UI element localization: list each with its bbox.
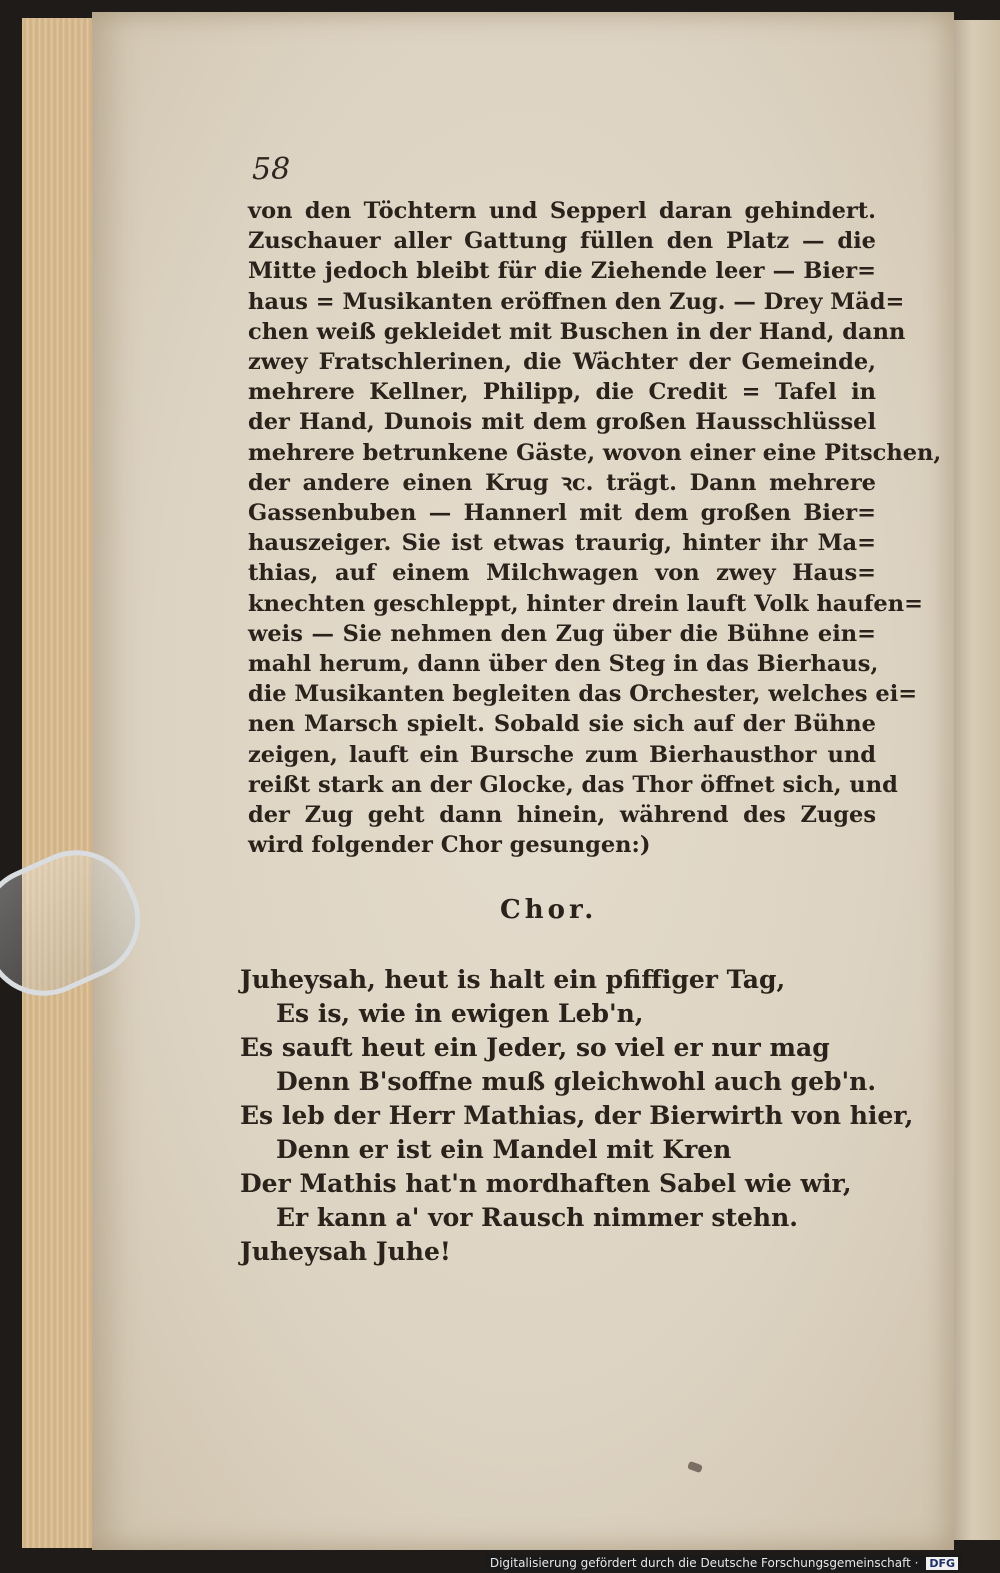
prose-line: der andere einen Krug ꝛc. trägt. Dann mehrere <box>248 469 876 496</box>
prose-line: der Zug geht dann hinein, während des Zuges <box>248 802 876 829</box>
verse-line: Juheysah, heut is halt ein pfiffiger Tag, <box>240 965 786 994</box>
prose-line: zwey Fratschlerinen, die Wächter der Gemeinde, <box>248 349 876 376</box>
chorus-verse <box>240 963 914 1269</box>
prose-line: reißt stark an der Glocke, das Thor öffnet sich, und <box>248 771 898 798</box>
prose-line: hauszeiger. Sie ist etwas traurig, hinter ihr Ma= <box>248 530 876 557</box>
prose-line: Gassenbuben — Hannerl mit dem großen Bier= <box>248 500 876 527</box>
book-page-edges <box>22 18 96 1548</box>
verse-line: Denn er ist ein Mandel mit Kren <box>276 1135 732 1164</box>
prose-line: wird folgender Chor gesungen:) <box>248 832 651 859</box>
prose-line: weis — Sie nehmen den Zug über die Bühne ein= <box>248 620 876 647</box>
prose-line: die Musikanten begleiten das Orchester, welches ei= <box>248 681 918 708</box>
prose-line: haus = Musikanten eröffnen den Zug. — Drey Mäd= <box>248 288 905 315</box>
verse-line: Es is, wie in ewigen Leb'n, <box>276 999 644 1028</box>
verse-line: Denn B'soffne muß gleichwohl auch geb'n. <box>276 1067 877 1096</box>
prose-line: mahl herum, dann über den Steg in das Bierhaus, <box>248 651 879 678</box>
verse-line: Es leb der Herr Mathias, der Bierwirth von hier, <box>240 1101 914 1130</box>
prose-line: mehrere Kellner, Philipp, die Credit = Tafel in <box>248 379 876 406</box>
prose-line: chen weiß gekleidet mit Buschen in der Hand, dann <box>248 318 906 345</box>
credit-text: Digitalisierung gefördert durch die Deutsche Forschungsgemeinschaft · <box>489 1556 919 1570</box>
facing-page-edge <box>954 20 1000 1540</box>
verse-line: Juheysah Juhe! <box>240 1237 451 1266</box>
prose-line: von den Töchtern und Sepperl daran gehindert. <box>248 198 876 224</box>
prose-line: mehrere betrunkene Gäste, wovon einer eine Pitschen, <box>248 439 942 466</box>
prose-line: thias, auf einem Milchwagen von zwey Haus= <box>248 560 876 587</box>
prose-line: Mitte jedoch bleibt für die Ziehende leer — Bier= <box>248 258 876 285</box>
chorus-heading: Chor. <box>500 895 598 925</box>
verse-line: Der Mathis hat'n mordhaften Sabel wie wir, <box>240 1169 852 1198</box>
digitization-credit <box>486 1555 962 1571</box>
prose-line: zeigen, lauft ein Bursche zum Bierhausthor und <box>248 741 876 768</box>
verse-line: Er kann a' vor Rausch nimmer stehn. <box>276 1203 798 1232</box>
prose-line: der Hand, Dunois mit dem großen Hausschlüssel <box>248 409 876 436</box>
verse-line: Es sauft heut ein Jeder, so viel er nur mag <box>240 1033 830 1062</box>
prose-line: knechten geschleppt, hinter drein lauft Volk haufen= <box>248 590 923 617</box>
stage-direction-text <box>248 196 942 860</box>
prose-line: Zuschauer aller Gattung füllen den Platz — die <box>248 228 876 255</box>
dfg-logo: DFG <box>926 1557 958 1570</box>
prose-line: nen Marsch spielt. Sobald sie sich auf der Bühne <box>248 711 876 738</box>
page-number: 58 <box>252 152 291 187</box>
